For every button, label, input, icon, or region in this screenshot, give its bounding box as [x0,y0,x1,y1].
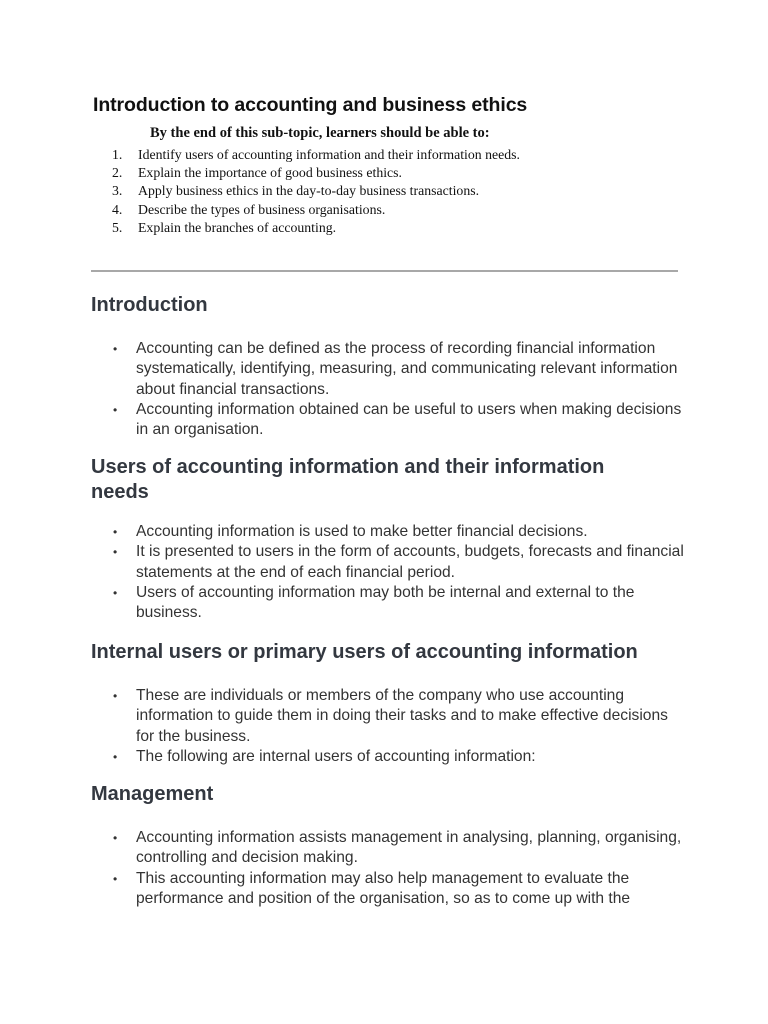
list-item [91,583,688,624]
objective-number: 2. [112,165,123,181]
objective-item [112,201,520,219]
objective-text: Describe the types of business organisations. [138,201,386,217]
list-item-text: The following are internal users of accounting information: [136,747,536,765]
objective-number: 1. [112,147,123,162]
list-item [91,869,688,910]
list-item [91,747,688,767]
list-item-text: These are individuals or members of the company who use accounting information to guide them in doing their tasks and to make effective decisions for the business. [136,687,668,745]
objectives-intro: By the end of this sub-topic, learners should be able to: [150,125,490,141]
objective-text: Identify users of accounting information and their information needs. [138,147,520,162]
bullet-icon: • [113,689,118,703]
objective-text: Apply business ethics in the day-to-day business transactions. [138,183,480,199]
objective-item [112,146,520,164]
bullet-icon: • [113,342,118,356]
section-heading: Management [91,783,214,805]
bullet-icon: • [113,871,118,886]
objective-number: 5. [112,219,123,235]
list-item [91,686,688,747]
list-item [91,400,688,441]
objective-number: 3. [112,183,123,199]
bullet-icon: • [113,545,118,560]
list-item-text: This accounting information may also help management to evaluate the performance and position of the organisation, so as to come up with the [136,869,631,907]
section-management [91,782,691,909]
list-item-text: Accounting can be defined as the process of recording financial information systematically, identifying, measuring, and communicating relevant information about financial transactions. [136,340,678,398]
section-users [91,455,691,623]
list-item-text: It is presented to users in the form of accounts, budgets, forecasts and financial statements at the end of each financial period. [136,543,684,581]
document-title: Introduction to accounting and business ethics [93,94,528,116]
section-internal-users [91,640,691,767]
objectives-list [112,146,520,237]
section-introduction [91,293,691,440]
bullet-icon: • [113,585,118,600]
bullet-list [91,339,691,440]
list-item-text: Accounting information is used to make better financial decisions. [136,523,588,540]
list-item-text: Users of accounting information may both be internal and external to the business. [136,583,635,622]
bullet-icon: • [113,402,118,417]
objective-item [112,219,520,237]
list-item [91,542,688,583]
bullet-icon: • [113,831,118,845]
list-item-text: Accounting information obtained can be useful to users when making decisions in an organisation. [136,400,682,439]
objective-text: Explain the importance of good business ethics. [138,165,403,181]
section-heading: Users of accounting information and their information needs [91,456,605,503]
bullet-icon: • [113,525,118,539]
bullet-list [91,522,691,623]
objective-text: Explain the branches of accounting. [138,219,337,235]
bullet-list [91,828,691,909]
list-item [91,522,688,542]
list-item [91,339,688,400]
objective-item [112,182,520,200]
objective-item [112,164,520,182]
objective-number: 4. [112,201,123,217]
section-heading: Internal users or primary users of accounting information [91,641,638,663]
bullet-icon: • [113,749,118,764]
section-divider [91,270,678,272]
bullet-list [91,686,691,767]
section-heading: Introduction [91,294,208,316]
list-item [91,828,688,869]
list-item-text: Accounting information assists management in analysing, planning, organising, controlling and decision making. [136,829,682,867]
